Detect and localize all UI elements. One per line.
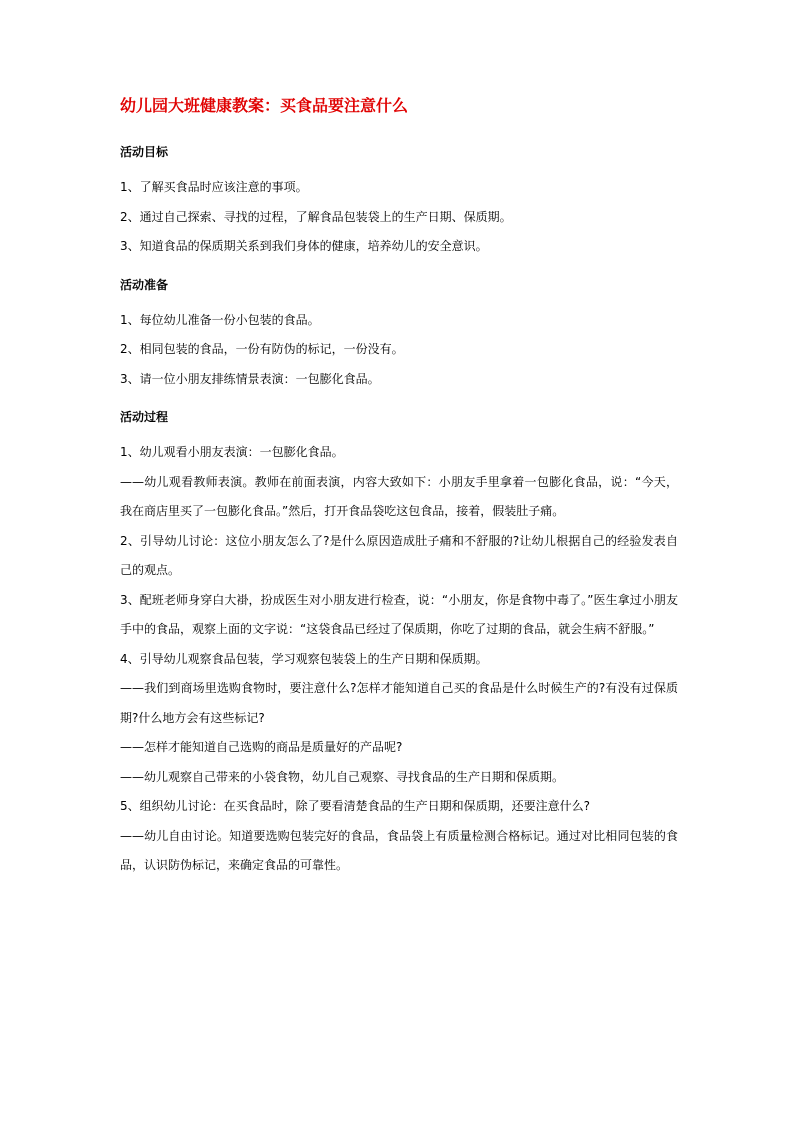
section-body: [120, 438, 678, 881]
paragraph: 1、每位幼儿准备一份小包装的食品。: [120, 312, 320, 327]
paragraph: 4、引导幼儿观察食品包装，学习观察包装袋上的生产日期和保质期。: [120, 651, 488, 666]
paragraph: ——幼儿观看教师表演。教师在前面表演，内容大致如下：小朋友手里拿着一包膨化食品，说：“今天，我在商店里买了一包膨化食品。”然后，打开食品袋吃这包食品，接着，假装肚子痛。: [120, 474, 678, 518]
section-heading: 活动准备: [120, 277, 169, 292]
paragraph: 2、引导幼儿讨论：这位小朋友怎么了?是什么原因造成肚子痛和不舒服的?让幼儿根据自己的经验发表自己的观点。: [120, 533, 678, 577]
paragraph: ——幼儿自由讨论。知道要选购包装完好的食品，食品袋上有质量检测合格标记。通过对比相同包装的食品，认识防伪标记，来确定食品的可靠性。: [120, 828, 678, 872]
section-body: [120, 173, 678, 262]
document-page: [120, 95, 678, 896]
section-heading: 活动过程: [120, 410, 169, 424]
paragraph: 3、配班老师身穿白大褂，扮成医生对小朋友进行检查，说：“小朋友，你是食物中毒了。”医生拿过小朋友手中的食品，观察上面的文字说：“这袋食品已经过了保质期，你吃了过期的食品，就会生病不舒服。”: [120, 592, 678, 636]
paragraph: ——幼儿观察自己带来的小袋食物，幼儿自己观察、寻找食品的生产日期和保质期。: [120, 769, 565, 784]
section-goals: [120, 144, 678, 262]
paragraph: 2、相同包装的食品，一份有防伪的标记，一份没有。: [120, 342, 404, 356]
section-preparation: [120, 277, 678, 395]
paragraph: 3、请一位小朋友排练情景表演：一包膨化食品。: [120, 371, 380, 386]
paragraph: 2、通过自己探索、寻找的过程，了解食品包装袋上的生产日期、保质期。: [120, 209, 512, 224]
paragraph: 1、幼儿观看小朋友表演：一包膨化食品。: [120, 445, 344, 459]
paragraph: 5、组织幼儿讨论：在买食品时，除了要看清楚食品的生产日期和保质期，还要注意什么?: [120, 799, 591, 813]
paragraph: 1、了解买食品时应该注意的事项。: [120, 180, 308, 194]
section-heading: 活动目标: [120, 145, 169, 159]
paragraph: 3、知道食品的保质期关系到我们身体的健康，培养幼儿的安全意识。: [120, 239, 488, 253]
paragraph: ——我们到商场里选购食物时，要注意什么?怎样才能知道自己买的食品是什么时候生产的?有没有过保质期?什么地方会有这些标记?: [120, 681, 678, 725]
section-body: [120, 306, 678, 395]
paragraph: ——怎样才能知道自己选购的商品是质量好的产品呢?: [120, 740, 403, 754]
section-process: [120, 409, 678, 881]
document-title: 幼儿园大班健康教案：买食品要注意什么: [120, 96, 409, 115]
